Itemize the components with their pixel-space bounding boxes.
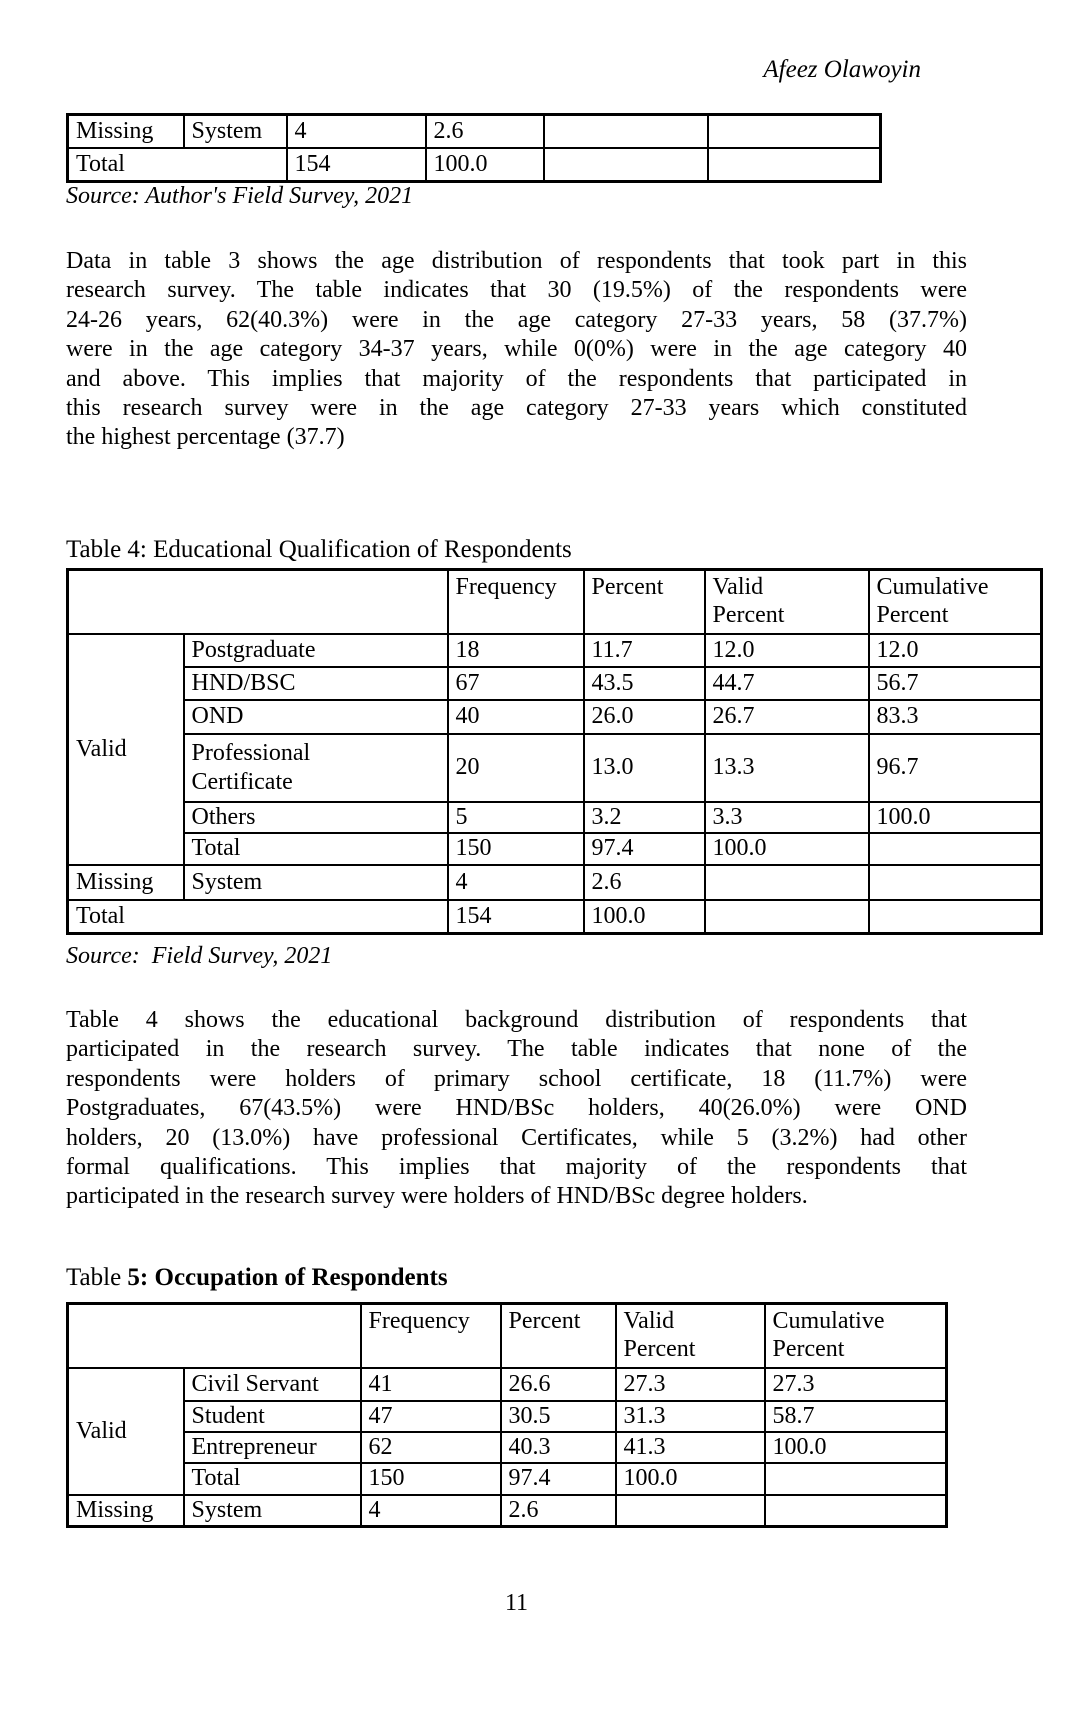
data-cell: 150: [361, 1463, 501, 1495]
paragraph-line: this research survey were in the age category 27-33 years which constituted: [66, 394, 967, 421]
data-cell: 26.6: [501, 1368, 616, 1401]
paragraph-line: the highest percentage (37.7): [66, 424, 345, 451]
row-group-label-cell: Valid: [68, 1368, 184, 1495]
table5-occupation: [66, 1302, 948, 1528]
table4-source-note: Source: Field Survey, 2021: [66, 943, 333, 969]
empty-cell: [705, 900, 869, 934]
table-row: [68, 634, 1042, 667]
empty-cell: [544, 148, 708, 182]
paragraph-line: Postgraduates, 67(43.5%) were HND/BSc holders, 40(26.0%) were OND: [66, 1095, 967, 1122]
row-label-cell: Total: [184, 1463, 361, 1495]
data-cell: 2.6: [501, 1495, 616, 1527]
row-label-cell: Postgraduate: [184, 634, 448, 667]
column-header-cell: Percent: [501, 1304, 616, 1368]
paragraph-line: holders, 20 (13.0%) have professional Certificates, while 5 (3.2%) had other: [66, 1124, 967, 1151]
row-label-cell: Entrepreneur: [184, 1432, 361, 1463]
data-cell: 67: [448, 667, 584, 700]
table3-fragment: [66, 113, 882, 183]
data-cell: 100.0: [426, 148, 544, 182]
data-cell: 12.0: [705, 634, 869, 667]
column-header-label: Valid Percent: [623, 1308, 696, 1362]
column-header-cell: [869, 570, 1042, 634]
paragraph-line: participated in the research survey were holders of HND/BSc degree holders.: [66, 1183, 808, 1210]
paragraph-line: respondents were holders of primary school certificate, 18 (11.7%) were: [66, 1065, 967, 1092]
table-row: [68, 148, 881, 182]
data-cell: 100.0: [869, 802, 1042, 833]
data-cell: 2.6: [426, 115, 544, 148]
data-cell: 96.7: [869, 734, 1042, 802]
row-label-cell: OND: [184, 700, 448, 734]
empty-cell: [869, 833, 1042, 865]
table-row: [68, 115, 881, 148]
row-label-cell: HND/BSC: [184, 667, 448, 700]
data-cell: 62: [361, 1432, 501, 1463]
data-cell: 4: [448, 865, 584, 900]
data-cell: 44.7: [705, 667, 869, 700]
paragraph-line: Table 4 shows the educational background distribution of respondents that: [66, 1007, 967, 1033]
page-number: 11: [504, 1590, 529, 1616]
table3-source-note: Source: Author's Field Survey, 2021: [66, 183, 414, 209]
data-cell: 150: [448, 833, 584, 865]
paragraph-line: research survey. The table indicates that 30 (19.5%) of the respondents were: [66, 277, 967, 304]
table-row: [68, 734, 1042, 802]
table-row: [68, 700, 1042, 734]
data-cell: 30.5: [501, 1401, 616, 1432]
column-header-label: Cumulative Percent: [876, 574, 989, 628]
paragraph-table4: [66, 1007, 967, 1213]
data-cell: 11.7: [584, 634, 705, 667]
data-cell: 47: [361, 1401, 501, 1432]
table-header-row: [68, 1304, 947, 1368]
row-label-cell: System: [184, 865, 448, 900]
row-label-cell: Missing: [68, 115, 184, 148]
table5-title-prefix: Table: [66, 1264, 128, 1291]
table-row: [68, 1401, 947, 1432]
empty-cell: [544, 115, 708, 148]
table-row: [68, 802, 1042, 833]
empty-cell: [869, 900, 1042, 934]
data-cell: 31.3: [616, 1401, 765, 1432]
table5-title: [66, 1264, 448, 1292]
data-cell: 13.0: [584, 734, 705, 802]
data-cell: 26.0: [584, 700, 705, 734]
data-cell: 27.3: [616, 1368, 765, 1401]
row-label-cell: Civil Servant: [184, 1368, 361, 1401]
data-cell: 3.3: [705, 802, 869, 833]
paragraph-table3: [66, 248, 967, 454]
table-row: [68, 1463, 947, 1495]
table-row: [68, 667, 1042, 700]
table4-title: Table 4: Educational Qualification of Respondents: [66, 536, 572, 563]
data-cell: 100.0: [705, 833, 869, 865]
author-byline: Afeez Olawoyin: [763, 56, 921, 83]
paragraph-line: Data in table 3 shows the age distribution of respondents that took part in this: [66, 248, 967, 274]
table5-title-main: 5: Occupation of Respondents: [127, 1264, 448, 1291]
data-cell: 3.2: [584, 802, 705, 833]
column-header-cell: [765, 1304, 947, 1368]
paragraph-line: formal qualifications. This implies that majority of the respondents that: [66, 1153, 967, 1180]
row-label-cell: System: [184, 115, 287, 148]
row-group-label-cell: Missing: [68, 865, 184, 900]
table4-educational-qualification: [66, 568, 1043, 935]
row-label-cell: [184, 734, 448, 802]
data-cell: 100.0: [584, 900, 705, 934]
data-cell: 154: [448, 900, 584, 934]
row-label-cell: Total: [184, 833, 448, 865]
table-row: [68, 900, 1042, 934]
row-group-label-cell: Valid: [68, 634, 184, 865]
paragraph-line: participated in the research survey. The table indicates that none of the: [66, 1036, 967, 1063]
empty-cell: [765, 1495, 947, 1527]
data-cell: 12.0: [869, 634, 1042, 667]
row-label-cell: Student: [184, 1401, 361, 1432]
paragraph-line: were in the age category 34-37 years, while 0(0%) were in the age category 40: [66, 336, 967, 363]
table-header-row: [68, 570, 1042, 634]
empty-cell: [68, 570, 448, 634]
data-cell: 13.3: [705, 734, 869, 802]
data-cell: 40.3: [501, 1432, 616, 1463]
data-cell: 97.4: [584, 833, 705, 865]
column-header-label: Cumulative Percent: [772, 1308, 885, 1362]
empty-cell: [708, 115, 881, 148]
data-cell: 97.4: [501, 1463, 616, 1495]
data-cell: 56.7: [869, 667, 1042, 700]
table-row: [68, 1495, 947, 1527]
paragraph-line: and above. This implies that majority of the respondents that participated in: [66, 365, 967, 392]
row-label-cell: Total: [68, 148, 287, 182]
row-label: Professional Certificate: [191, 739, 311, 795]
data-cell: 20: [448, 734, 584, 802]
data-cell: 4: [361, 1495, 501, 1527]
row-group-label-cell: Missing: [68, 1495, 184, 1527]
data-cell: 100.0: [765, 1432, 947, 1463]
data-cell: 41.3: [616, 1432, 765, 1463]
data-cell: 18: [448, 634, 584, 667]
empty-cell: [68, 1304, 361, 1368]
column-header-cell: [616, 1304, 765, 1368]
data-cell: 5: [448, 802, 584, 833]
empty-cell: [869, 865, 1042, 900]
data-cell: 43.5: [584, 667, 705, 700]
data-cell: 4: [287, 115, 426, 148]
empty-cell: [616, 1495, 765, 1527]
data-cell: 100.0: [616, 1463, 765, 1495]
column-header-label: Valid Percent: [712, 574, 785, 628]
table-row: [68, 1432, 947, 1463]
row-label-cell: System: [184, 1495, 361, 1527]
row-label-cell: Others: [184, 802, 448, 833]
data-cell: 83.3: [869, 700, 1042, 734]
data-cell: 154: [287, 148, 426, 182]
table-row: [68, 833, 1042, 865]
data-cell: 41: [361, 1368, 501, 1401]
column-header-cell: Frequency: [448, 570, 584, 634]
column-header-cell: Percent: [584, 570, 705, 634]
empty-cell: [765, 1463, 947, 1495]
table-row: [68, 1368, 947, 1401]
empty-cell: [708, 148, 881, 182]
data-cell: 2.6: [584, 865, 705, 900]
data-cell: 26.7: [705, 700, 869, 734]
data-cell: 58.7: [765, 1401, 947, 1432]
column-header-cell: [705, 570, 869, 634]
data-cell: 27.3: [765, 1368, 947, 1401]
data-cell: 40: [448, 700, 584, 734]
paragraph-line: 24-26 years, 62(40.3%) were in the age category 27-33 years, 58 (37.7%): [66, 306, 967, 333]
table-row: [68, 865, 1042, 900]
empty-cell: [705, 865, 869, 900]
row-label-cell: Total: [68, 900, 448, 934]
column-header-cell: Frequency: [361, 1304, 501, 1368]
